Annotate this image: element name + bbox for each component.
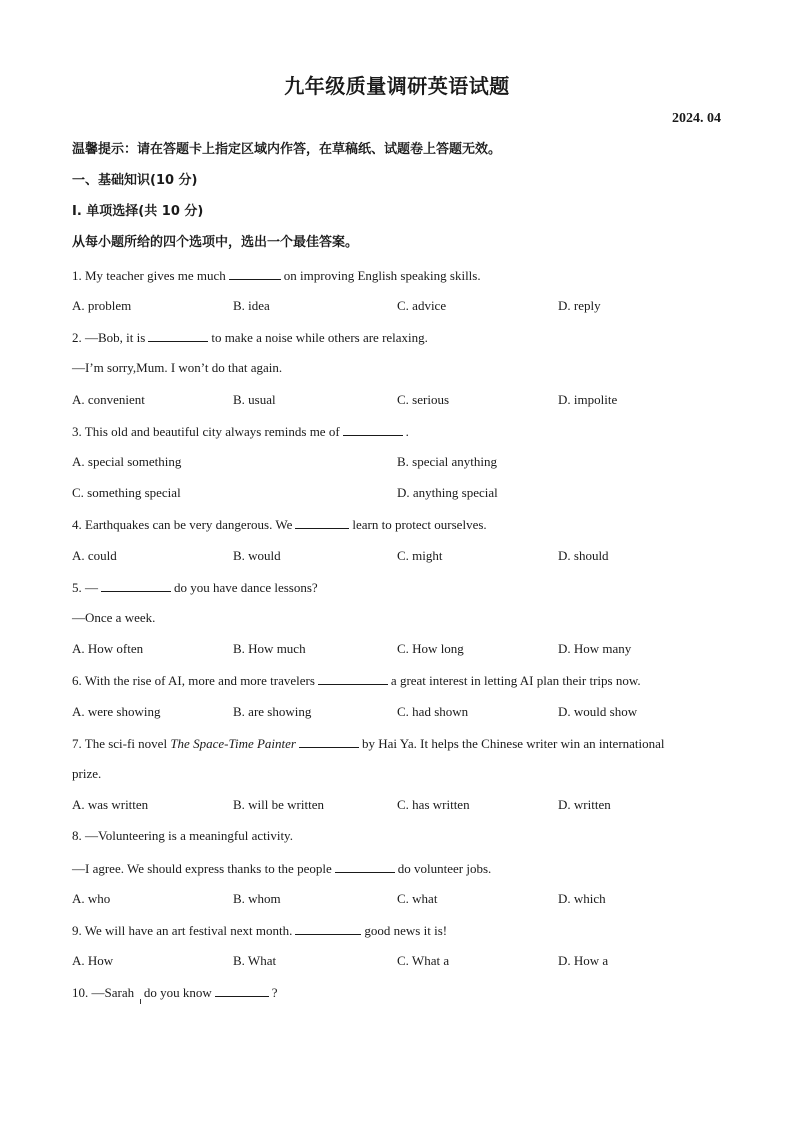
option-b: B. usual: [233, 392, 276, 407]
question-1: [72, 267, 481, 284]
question-8: 8. —Volunteering is a meaningful activity.: [72, 828, 293, 843]
option-a: A. How often: [72, 641, 144, 656]
option-b: B. are showing: [233, 704, 312, 719]
option-a: A. were showing: [72, 704, 161, 719]
option-d: D. should: [558, 548, 609, 563]
question-7: [72, 735, 665, 752]
option-d: D. reply: [558, 298, 601, 313]
question-2-reply: —I’m sorry,Mum. I won’t do that again.: [72, 360, 283, 375]
question-2: [72, 329, 428, 346]
question-text: 7. The sci-fi novel: [72, 736, 168, 751]
option-d: D. written: [558, 797, 611, 812]
option-d: D. which: [558, 891, 606, 906]
answer-blank: [335, 860, 395, 873]
option-b: B. whom: [233, 891, 281, 906]
option-c: C. serious: [397, 392, 449, 407]
option-c: C. had shown: [397, 704, 469, 719]
option-c: C. has written: [397, 797, 470, 812]
answer-blank: [215, 984, 269, 997]
answer-blank: [101, 579, 171, 592]
question-text: 3. This old and beautiful city always reminds me of: [72, 424, 340, 439]
option-d: D. How many: [558, 641, 632, 656]
question-text: good news it is!: [364, 923, 448, 938]
option-a: A. How: [72, 953, 114, 968]
question-text: ?: [271, 985, 278, 1000]
option-a: A. special something: [72, 454, 182, 469]
question-10: [72, 984, 278, 1001]
option-a: A. could: [72, 548, 117, 563]
book-title: The Space-Time Painter: [170, 736, 296, 751]
question-text: 4. Earthquakes can be very dangerous. We: [72, 517, 293, 532]
answer-blank: [299, 735, 359, 748]
answer-blank: [343, 423, 403, 436]
question-text: —I agree. We should express thanks to the people: [72, 861, 332, 876]
option-c: C. advice: [397, 298, 447, 313]
question-text: a great interest in letting AI plan their trips now.: [390, 673, 641, 688]
notice: 温馨提示：请在答题卡上指定区域内作答，在草稿纸、试题卷上答题无效。: [72, 142, 502, 157]
option-a: A. problem: [72, 298, 132, 313]
question-text: 1. My teacher gives me much: [72, 268, 226, 283]
question-6: [72, 672, 641, 689]
option-b: B. What: [233, 953, 277, 968]
option-b: B. would: [233, 548, 281, 563]
instruction: 从每小题所给的四个选项中，选出一个最佳答案。: [72, 235, 359, 250]
question-text: on improving English speaking skills.: [283, 268, 481, 283]
question-text: to make a noise while others are relaxing.: [211, 330, 428, 345]
question-text: 10. —Sarah: [72, 985, 135, 1000]
option-b: B. will be written: [233, 797, 324, 812]
option-c: C. How long: [397, 641, 464, 656]
answer-blank: [295, 516, 349, 529]
option-c: C. might: [397, 548, 443, 563]
question-9: [72, 922, 447, 939]
question-4: [72, 516, 487, 533]
option-d: D. How a: [558, 953, 609, 968]
question-text: 5. —: [72, 580, 98, 595]
question-text: 6. With the rise of AI, more and more travelers: [72, 673, 315, 688]
question-text: 9. We will have an art festival next month.: [72, 923, 293, 938]
answer-blank: [318, 672, 388, 685]
page-title: 九年级质量调研英语试题: [284, 74, 510, 98]
option-a: A. who: [72, 891, 111, 906]
section-heading: 一、基础知识(10 分): [72, 173, 198, 188]
option-d: D. anything special: [397, 485, 498, 500]
question-text: do you know: [143, 985, 212, 1000]
option-c: C. what: [397, 891, 438, 906]
question-text: by Hai Ya. It helps the Chinese writer win an international: [361, 736, 665, 751]
question-text: learn to protect ourselves.: [352, 517, 487, 532]
option-a: A. convenient: [72, 392, 145, 407]
question-5-reply: —Once a week.: [72, 610, 156, 625]
answer-blank: [148, 329, 208, 342]
answer-blank: [295, 922, 361, 935]
option-d: D. would show: [558, 704, 638, 719]
part-heading: I. 单项选择(共 10 分): [72, 204, 204, 219]
question-8-reply: [72, 860, 491, 877]
question-text: do volunteer jobs.: [397, 861, 492, 876]
question-7-continued: prize.: [72, 766, 102, 781]
option-c: C. something special: [72, 485, 181, 500]
question-text: do you have dance lessons?: [174, 580, 318, 595]
question-text: .: [405, 424, 409, 439]
option-d: D. impolite: [558, 392, 618, 407]
option-a: A. was written: [72, 797, 149, 812]
option-c: C. What a: [397, 953, 450, 968]
exam-date: 2024. 04: [672, 111, 721, 126]
option-b: B. idea: [233, 298, 270, 313]
question-3: [72, 423, 409, 440]
comma-mark: [140, 999, 141, 1004]
question-5: [72, 579, 318, 596]
answer-blank: [229, 267, 281, 280]
question-text: 2. —Bob, it is: [72, 330, 146, 345]
option-b: B. How much: [233, 641, 306, 656]
option-b: B. special anything: [397, 454, 498, 469]
